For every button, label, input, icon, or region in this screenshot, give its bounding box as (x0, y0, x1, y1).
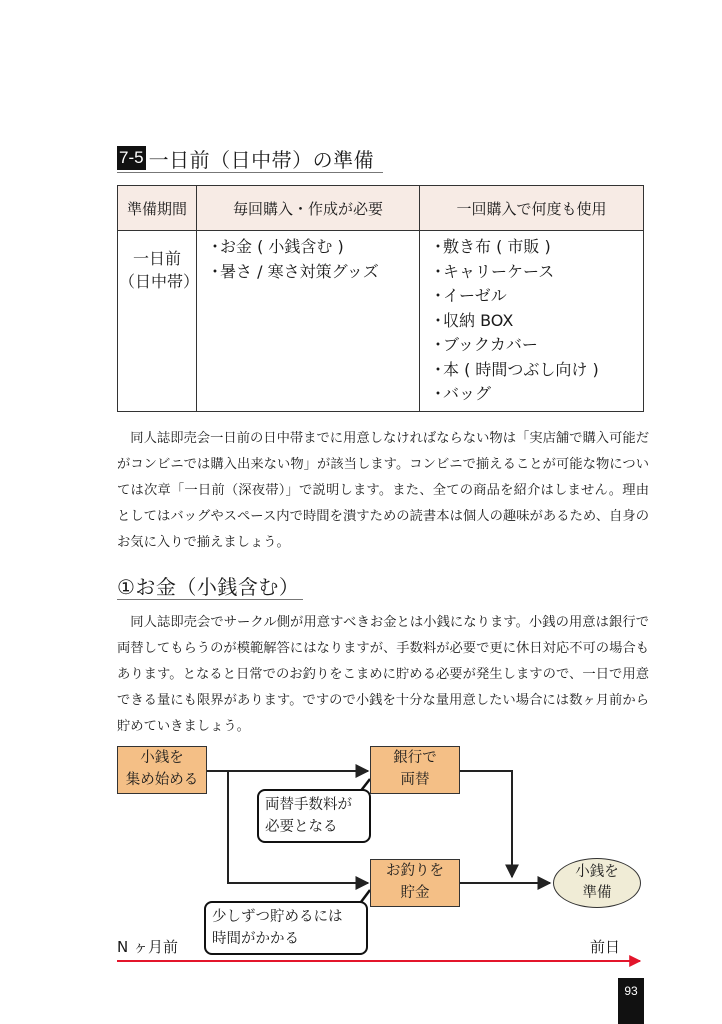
box-change-line-2: 貯金 (400, 885, 430, 901)
bubble-time-line-1: 少しずつ貯めるには (212, 909, 343, 925)
box-change-line-1: お釣りを (386, 863, 444, 879)
list-item: ・ お金 ( 小銭含む ) (207, 235, 413, 260)
page-number: 93 (618, 978, 644, 1024)
bubble-time-note (204, 901, 368, 955)
goal-line-1: 小銭を (575, 864, 619, 880)
arrow-bank-to-goal (459, 771, 512, 877)
header-reusable: 一回購入で何度も使用 (420, 186, 644, 231)
intro-paragraph: 同人誌即売会一日前の日中帯までに用意しなければならない物は「実店舗で購入可能だがコンビニでは購入出来ない物」が該当します。コンビニで揃えることが可能な物については次章「一日前（深夜帯）」で説明します。また、全ての商品を紹介はしません。理由としてはバッグやスペース内で時間を潰すための読書本は個人の趣味があるため、自身のお気に入りで揃えましょう。 (117, 431, 649, 550)
box-start-line-2: 集め始める (125, 772, 199, 788)
bubble-time-line-2: 時間がかかる (212, 931, 299, 947)
box-save-change (370, 859, 460, 907)
list-item: ・ イーゼル (430, 284, 637, 309)
bubble-fee-line-1: 両替手数料が (265, 797, 352, 813)
section-number-badge: 7-5 (117, 146, 146, 170)
list-item: ・ バッグ (430, 382, 637, 407)
period-line-1: 一日前 (132, 249, 181, 268)
box-bank-line-2: 両替 (400, 772, 430, 788)
period-line-2: （日中帯） (119, 272, 200, 291)
list-item: ・ キャリーケース (430, 260, 637, 285)
timeline-end-label: 前日 (590, 938, 621, 956)
goal-line-2: 準備 (582, 885, 612, 901)
box-bank-exchange (370, 746, 460, 794)
section-title: 一日前（日中帯）の準備 (148, 147, 375, 172)
subsection-paragraph: 同人誌即売会でサークル側が用意すべきお金とは小銭になります。小銭の用意は銀行で両替してもらうのが模範解答にはなりますが、手数料が必要で更に休日対応不可の場合もあります。となると日常でのお釣りをこまめに貯める必要が発生しますので、一日で用意できる量にも限界があります。ですので小銭を十分な量用意したい場合には数ヶ月前から貯めていきましょう。 (117, 615, 649, 734)
list-item: ・ 敷き布 ( 市販 ) (430, 235, 637, 260)
list-item: ・ 本 ( 時間つぶし向け ) (430, 358, 637, 383)
bubble-fee-line-2: 必要となる (265, 819, 338, 835)
header-every-time: 毎回購入・作成が必要 (197, 186, 420, 231)
bubble-fee-note (257, 789, 371, 843)
list-item: ・ 収納 BOX (430, 309, 637, 334)
list-item: ・ 暑さ / 寒さ対策グッズ (207, 260, 413, 285)
goal-prepare-coins (553, 858, 641, 908)
list-item: ・ ブックカバー (430, 333, 637, 358)
box-start-line-1: 小銭を (140, 750, 184, 766)
box-start-saving (117, 746, 207, 794)
box-bank-line-1: 銀行で (393, 750, 437, 766)
header-period: 準備期間 (118, 186, 197, 231)
timeline-start-label: N ヶ月前 (117, 938, 178, 956)
subsection-title: ①お金（小銭含む） (117, 575, 300, 599)
